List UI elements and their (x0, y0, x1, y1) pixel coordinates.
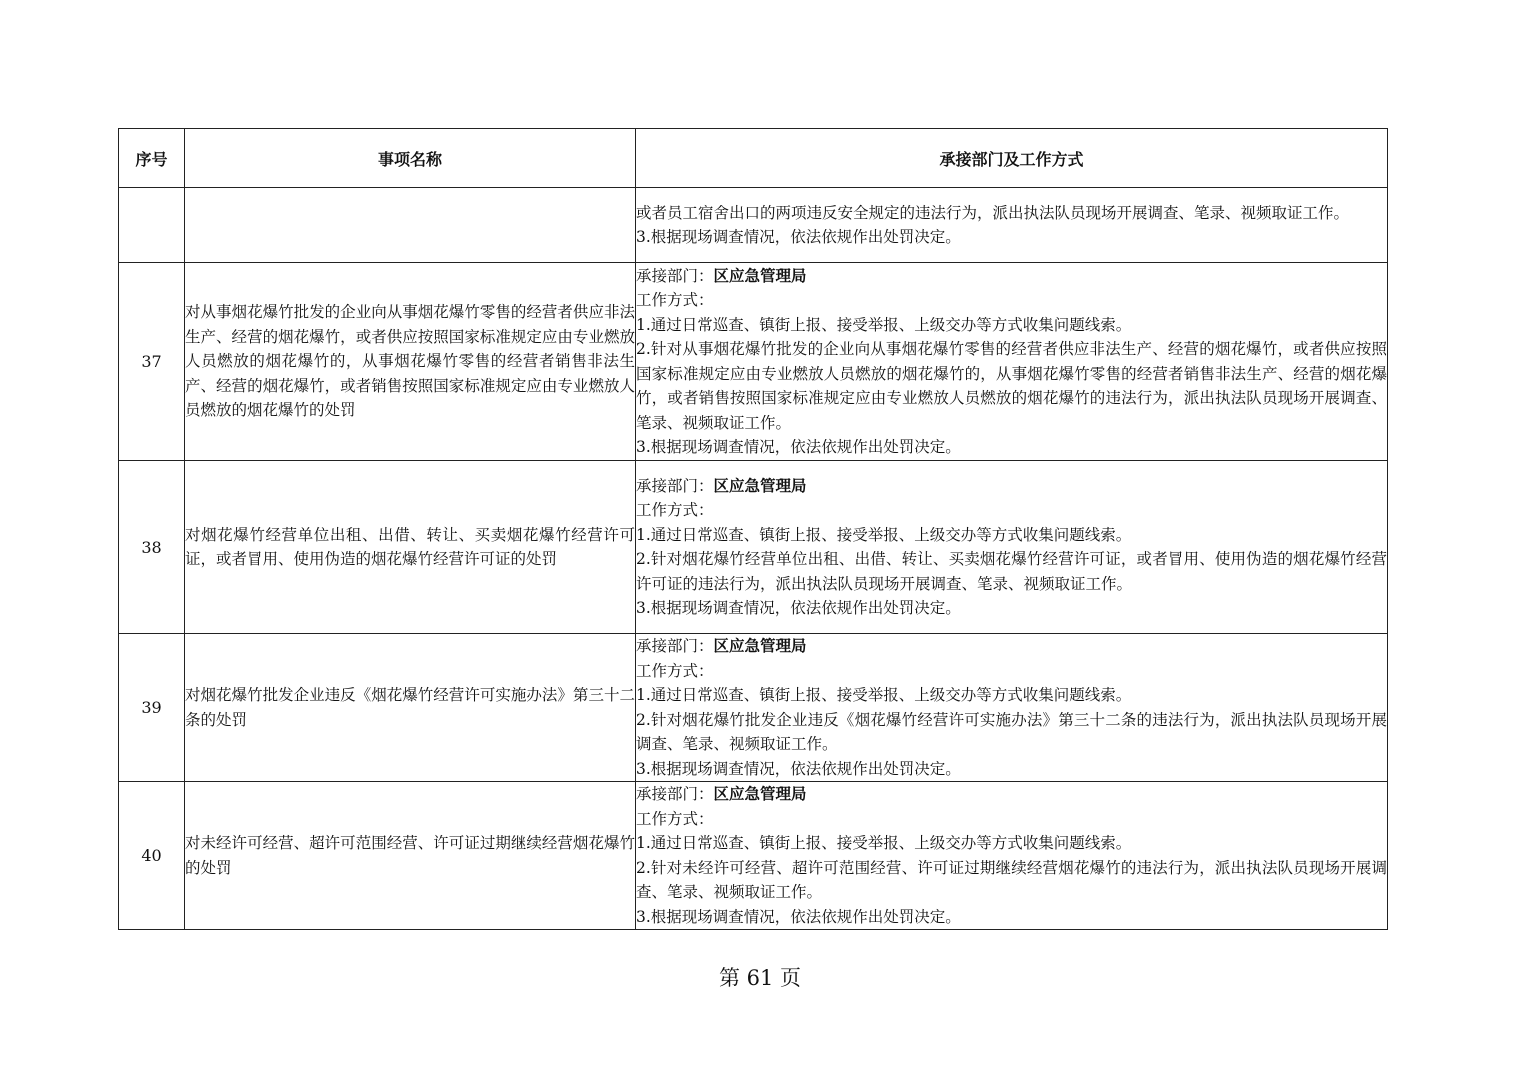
table-row (119, 263, 1388, 461)
table-row (119, 634, 1388, 782)
step-3-text: 3.根据现场调查情况，依法依规作出处罚决定。 (636, 907, 961, 926)
department-method-cell (636, 188, 1388, 263)
step-1-text: 1.通过日常巡查、镇街上报、接受举报、上级交办等方式收集问题线索。 (636, 686, 1132, 704)
department-line (636, 474, 1387, 499)
department-value: 区应急管理局 (713, 784, 807, 803)
step-1-text: 1.通过日常巡查、镇街上报、接受举报、上级交办等方式收集问题线索。 (636, 315, 1132, 334)
department-method-cell (636, 263, 1388, 461)
table-row-continuation (119, 188, 1388, 263)
department-line (636, 264, 1387, 289)
row-number-cell: 39 (119, 634, 185, 782)
method-label: 工作方式： (636, 661, 714, 680)
department-line (636, 634, 1387, 659)
step-3-text: 3.根据现场调查情况，依法依规作出处罚决定。 (636, 228, 961, 246)
step-3-text: 3.根据现场调查情况，依法依规作出处罚决定。 (636, 438, 961, 456)
method-label: 工作方式： (636, 501, 714, 519)
step-2-text: 2.针对未经许可经营、超许可范围经营、许可证过期继续经营烟花爆竹的违法行为，派出执法队员现场开展调查、笔录、视频取证工作。 (636, 858, 1387, 901)
department-method-cell (636, 782, 1388, 930)
step-2-text: 2.针对烟花爆竹经营单位出租、出借、转让、买卖烟花爆竹经营许可证，或者冒用、使用伪造的烟花爆竹经营许可证的违法行为，派出执法队员现场开展调查、笔录、视频取证工作。 (636, 550, 1387, 593)
item-name-cell: 对烟花爆竹批发企业违反《烟花爆竹经营许可实施办法》第三十二条的处罚 (185, 634, 636, 782)
department-method-cell (636, 634, 1388, 782)
header-item-name: 事项名称 (185, 129, 636, 188)
department-value: 区应急管理局 (713, 265, 807, 285)
table-row (119, 461, 1388, 634)
row-number-cell: 40 (119, 782, 185, 930)
continued-step-text: 或者员工宿舍出口的两项违反安全规定的违法行为，派出执法队员现场开展调查、笔录、视频取证工作。 (636, 203, 1350, 222)
step-2-text: 2.针对从事烟花爆竹批发的企业向从事烟花爆竹零售的经营者供应非法生产、经营的烟花爆竹，或者供应按照国家标准规定应由专业燃放人员燃放的烟花爆竹的，从事烟花爆竹零售的经营者销售非法生产、经营的烟花爆竹，或者销售按照国家标准规定应由专业燃放人员燃放的烟花爆竹的违法行为，派出执法队员现场开展调查、笔录、视频取证工作。 (636, 340, 1387, 432)
step-1-text: 1.通过日常巡查、镇街上报、接受举报、上级交办等方式收集问题线索。 (636, 525, 1132, 544)
department-value: 区应急管理局 (713, 475, 807, 495)
page-number: 第 61 页 (718, 966, 802, 990)
table-header-row (119, 129, 1388, 188)
department-label: 承接部门： (636, 476, 714, 495)
item-name-cell: 对烟花爆竹经营单位出租、出借、转让、买卖烟花爆竹经营许可证，或者冒用、使用伪造的烟花爆竹经营许可证的处罚 (185, 461, 636, 634)
row-number-cell: 38 (119, 461, 185, 634)
department-method-cell (636, 461, 1388, 634)
step-1-text: 1.通过日常巡查、镇街上报、接受举报、上级交办等方式收集问题线索。 (636, 834, 1132, 852)
item-name-cell (185, 188, 636, 263)
step-3-text: 3.根据现场调查情况，依法依规作出处罚决定。 (636, 759, 961, 778)
department-label: 承接部门： (636, 637, 714, 655)
department-label: 承接部门： (636, 785, 714, 803)
header-serial-number: 序号 (119, 129, 185, 188)
item-name-cell: 对未经许可经营、超许可范围经营、许可证过期继续经营烟花爆竹的处罚 (185, 782, 636, 930)
department-label: 承接部门： (636, 266, 714, 285)
method-label: 工作方式： (636, 809, 714, 828)
table-row (119, 782, 1388, 930)
items-table (118, 128, 1388, 930)
step-3-text: 3.根据现场调查情况，依法依规作出处罚决定。 (636, 599, 961, 617)
department-line (636, 782, 1387, 807)
step-2-text: 2.针对烟花爆竹批发企业违反《烟花爆竹经营许可实施办法》第三十二条的违法行为，派出执法队员现场开展调查、笔录、视频取证工作。 (636, 710, 1387, 753)
department-value: 区应急管理局 (713, 636, 807, 655)
method-label: 工作方式： (636, 291, 714, 309)
item-name-cell: 对从事烟花爆竹批发的企业向从事烟花爆竹零售的经营者供应非法生产、经营的烟花爆竹，或者供应按照国家标准规定应由专业燃放人员燃放的烟花爆竹的，从事烟花爆竹零售的经营者销售非法生产、经营的烟花爆竹，或者销售按照国家标准规定应由专业燃放人员燃放的烟花爆竹的处罚 (185, 263, 636, 461)
row-number-cell (119, 188, 185, 263)
header-department-method: 承接部门及工作方式 (636, 129, 1388, 188)
row-number-cell: 37 (119, 263, 185, 461)
